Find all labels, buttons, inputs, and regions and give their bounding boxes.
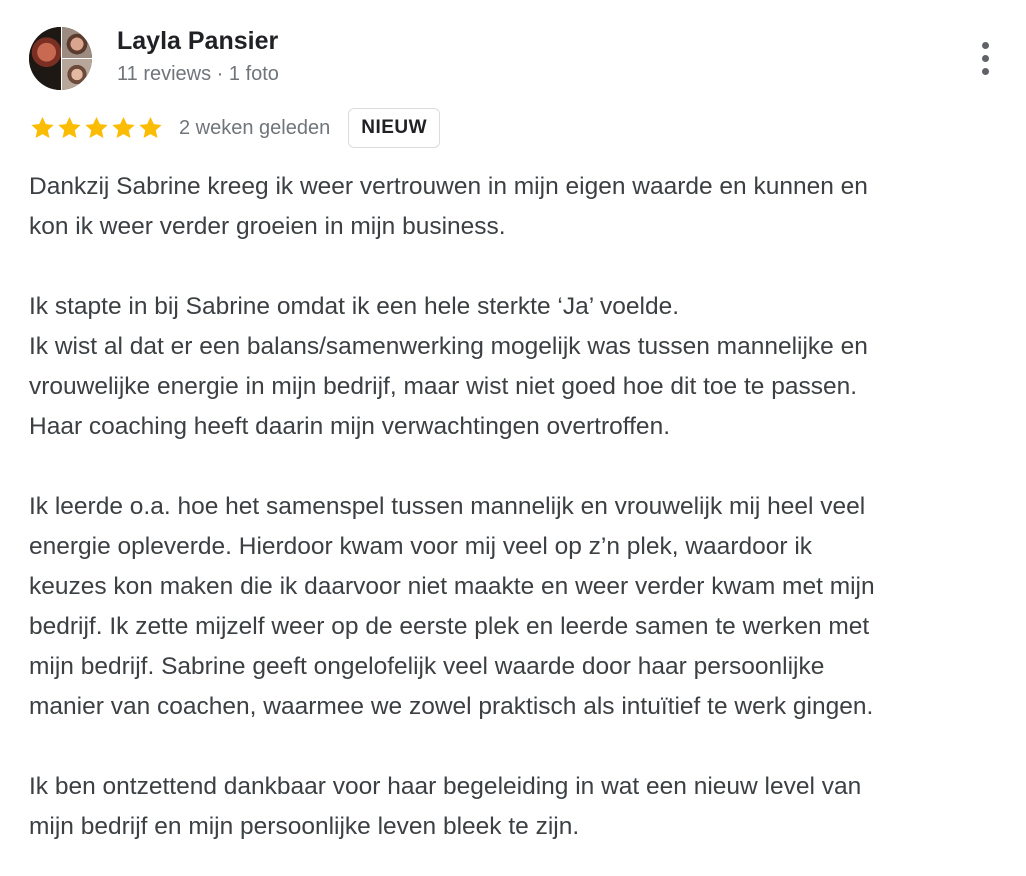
star-icon (110, 115, 137, 141)
review-line: Ik stapte in bij Sabrine omdat ik een hele sterkte ‘Ja’ voelde. (29, 293, 680, 320)
rating-row (29, 107, 440, 149)
star-icon (29, 115, 56, 141)
star-rating (29, 115, 164, 141)
author-name[interactable]: Layla Pansier (117, 27, 279, 55)
review-line: kon ik weer verder groeien in mijn business. (29, 213, 506, 240)
more-options-button[interactable] (970, 38, 1002, 78)
author-avatar[interactable] (29, 27, 92, 90)
author-meta: 11 reviews · 1 foto (117, 63, 279, 85)
review-line: energie opleverde. Hierdoor kwam voor mij veel op z’n plek, waardoor ik (29, 533, 813, 560)
avatar-divider (62, 58, 92, 59)
avatar-photo-2 (62, 27, 92, 58)
review-line: bedrijf. Ik zette mijzelf weer op de eerste plek en leerde samen te werken met (29, 613, 870, 640)
more-dot (982, 42, 989, 49)
review-text (29, 167, 1019, 847)
review-line: Ik wist al dat er een balans/samenwerking mogelijk was tussen mannelijke en (29, 333, 868, 360)
review-line: Ik leerde o.a. hoe het samenspel tussen mannelijk en vrouwelijk mij heel veel (29, 493, 866, 520)
new-badge: NIEUW (348, 108, 440, 148)
review-line: Dankzij Sabrine kreeg ik weer vertrouwen in mijn eigen waarde en kunnen en (29, 173, 868, 200)
review-line: vrouwelijke energie in mijn bedrijf, maar wist niet goed hoe dit toe te passen. (29, 373, 857, 400)
review-line: mijn bedrijf. Sabrine geeft ongelofelijk veel waarde door haar persoonlijke (29, 653, 825, 680)
star-icon (137, 115, 164, 141)
star-icon (56, 115, 83, 141)
review-line: Ik ben ontzettend dankbaar voor haar begeleiding in wat een nieuw level van (29, 773, 862, 800)
review-paragraph (29, 767, 1019, 847)
avatar-photo-3 (62, 59, 92, 90)
star-icon (83, 115, 110, 141)
avatar-photo-1 (29, 27, 61, 90)
review-paragraph (29, 487, 1019, 727)
more-dot (982, 55, 989, 62)
review-paragraph (29, 287, 1019, 447)
review-line: mijn bedrijf en mijn persoonlijke leven bleek te zijn. (29, 813, 580, 840)
review-line: manier van coachen, waarmee we zowel praktisch als intuïtief te werk gingen. (29, 693, 874, 720)
review-line: Haar coaching heeft daarin mijn verwachtingen overtroffen. (29, 413, 670, 440)
review-paragraph (29, 167, 1019, 247)
review-date: 2 weken geleden (179, 116, 331, 139)
more-dot (982, 68, 989, 75)
review-line: keuzes kon maken die ik daarvoor niet maakte en weer verder kwam met mijn (29, 573, 875, 600)
